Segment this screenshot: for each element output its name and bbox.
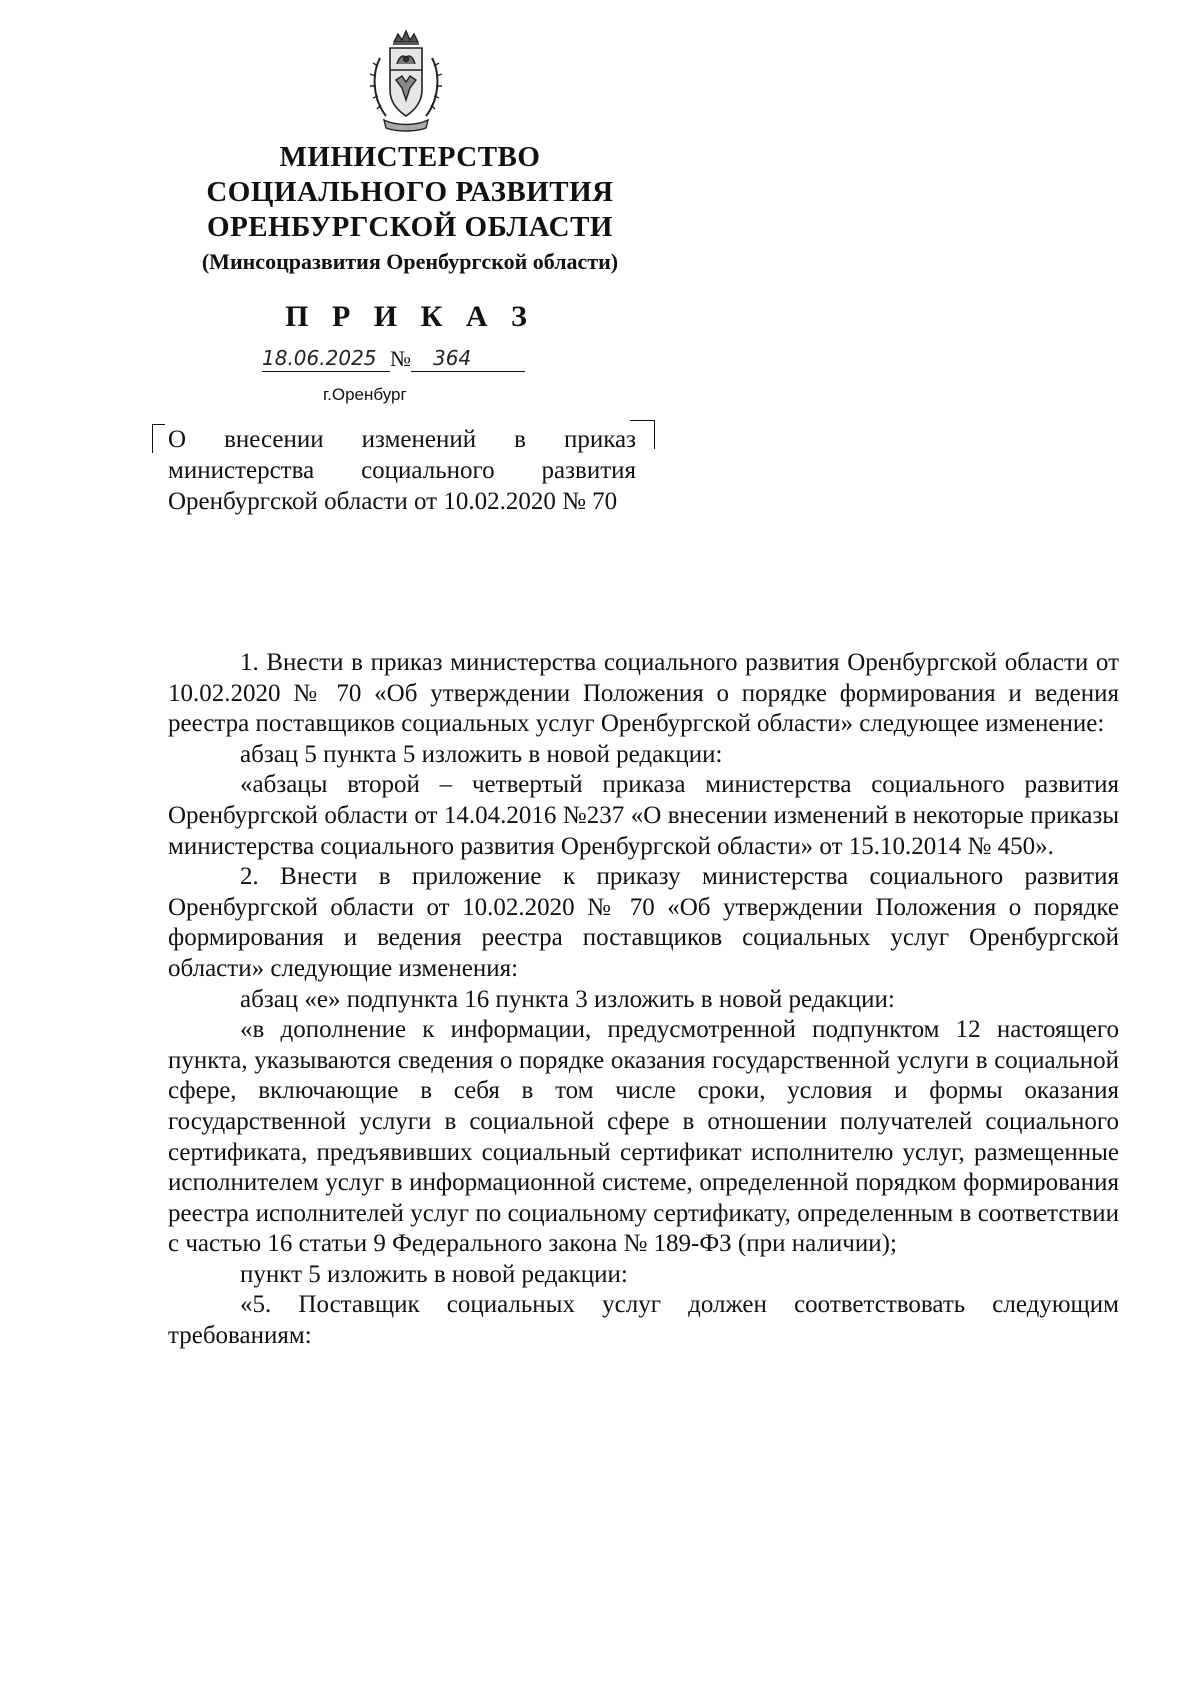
subject-bracket-left xyxy=(152,424,165,453)
ministry-name-line-2: СОЦИАЛЬНОГО РАЗВИТИЯ xyxy=(206,176,614,208)
body-paragraph: абзац 5 пункта 5 изложить в новой редакции: xyxy=(240,740,723,768)
order-number-sign: № xyxy=(390,346,411,371)
order-number: 364 xyxy=(433,346,472,370)
ministry-name-line-1: МИНИСТЕРСТВО xyxy=(279,141,541,173)
body-paragraph: «абзацы второй – четвертый приказа министерства социального развития Оренбургской области от 14.04.2016 №237 «О внесении изменений в некоторые приказы министерства социального развития Оренбургской области» от 15.10.2014 № 450». xyxy=(168,771,1119,860)
order-subject-text: О внесении изменений в приказ министерства социального развития Оренбургской области от 10.02.2020 № 70 xyxy=(168,426,636,515)
order-city: г.Оренбург xyxy=(323,385,407,404)
order-date-field xyxy=(262,345,390,372)
order-date-number-line xyxy=(262,345,525,375)
order-number-field xyxy=(411,345,525,372)
body-paragraph: 2. Внести в приложение к приказу министерства социального развития Оренбургской области от 10.02.2020 № 70 «Об утверждении Положения о порядке формирования и ведения реестра поставщиков социальных услуг Оренбургской области» следующие изменения: xyxy=(168,863,1119,982)
ministry-header xyxy=(130,140,690,277)
ministry-name-line-3: ОРЕНБУРГСКОЙ ОБЛАСТИ xyxy=(207,211,613,243)
body-paragraph: абзац «е» подпункта 16 пункта 3 изложить в новой редакции: xyxy=(240,985,895,1013)
order-body xyxy=(168,648,1119,1352)
order-subject xyxy=(168,424,636,517)
body-paragraph: «5. Поставщик социальных услуг должен соответствовать следующим требованиям: xyxy=(168,1291,1119,1350)
body-paragraph: «в дополнение к информации, предусмотренной подпунктом 12 настоящего пункта, указываются сведения о порядке оказания государственной услуги в социальной сфере, включающие в себя в том числе сроки, условия и формы оказания государственной услуги в социальной сфере в отношении получателей социального сертификата, предъявивших социальный сертификат исполнителю услуг, размещенные исполнителем услуг в информационной системе, определенной порядком формирования реестра исполнителей услуг по социальному сертификату, определенным в соответствии с частью 16 статьи 9 Федерального закона № 189-ФЗ (при наличии); xyxy=(168,1016,1119,1258)
body-paragraph: 1. Внести в приказ министерства социального развития Оренбургской области от 10.02.2020 № 70 «Об утверждении Положения о порядке формирования и ведения реестра поставщиков социальных услуг Оренбургской области» следующее изменение: xyxy=(168,649,1119,738)
body-paragraph: пункт 5 изложить в новой редакции: xyxy=(240,1260,628,1288)
order-date: 18.06.2025 xyxy=(262,346,377,370)
ministry-short-name: (Минсоцразвития Оренбургской области) xyxy=(201,249,619,274)
coat-of-arms-emblem-icon xyxy=(366,28,446,138)
order-title: П Р И К А З xyxy=(285,300,535,333)
